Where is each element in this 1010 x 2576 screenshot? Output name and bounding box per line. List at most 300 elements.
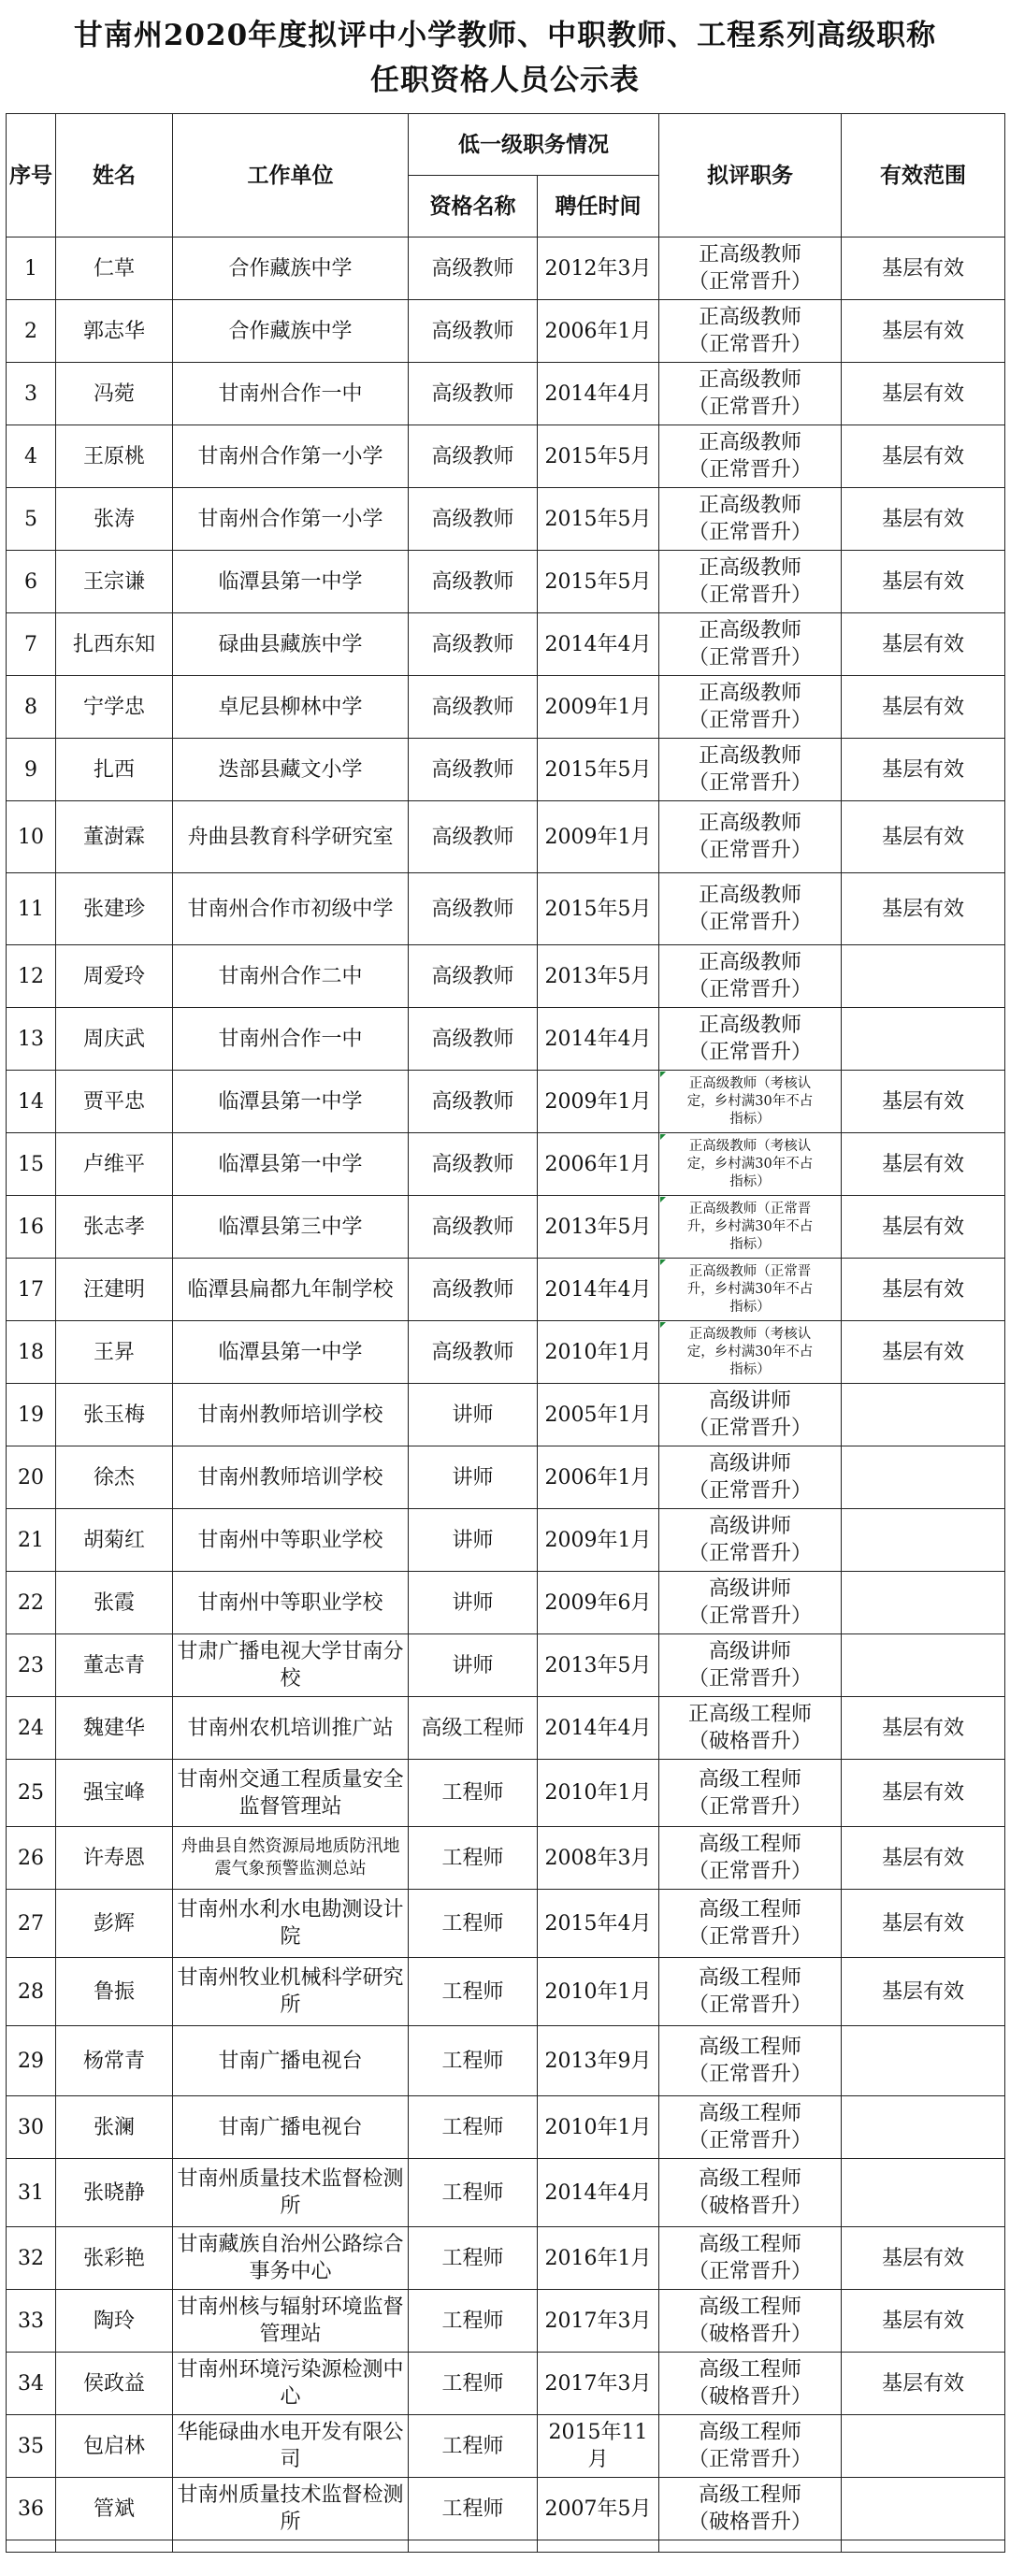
table-row <box>7 488 1005 551</box>
cell-name: 徐杰 <box>56 1446 173 1509</box>
cell-name: 周爱玲 <box>56 945 173 1008</box>
cell-hire-time: 2013年5月 <box>538 1634 659 1697</box>
cell-unit: 迭部县藏文小学 <box>173 739 409 801</box>
position-note-line: 定，乡村满30年不占 <box>686 1156 814 1172</box>
cell-name: 张玉梅 <box>56 1384 173 1446</box>
cell-name: 胡菊红 <box>56 1509 173 1572</box>
cell-qualification: 高级教师 <box>409 425 538 488</box>
header-unit: 工作单位 <box>173 114 409 237</box>
cell-name: 彭辉 <box>56 1890 173 1958</box>
cell-no: 25 <box>7 1760 56 1827</box>
table-row <box>7 2415 1005 2478</box>
cell-name: 侯政益 <box>56 2353 173 2415</box>
position-title: 正高级教师 <box>698 306 801 329</box>
cell-unit: 临潭县第一中学 <box>173 1071 409 1133</box>
cell-hire-time: 2015年11月 <box>538 2415 659 2478</box>
cell-qualification: 高级教师 <box>409 1196 538 1259</box>
cell-no: 2 <box>7 300 56 363</box>
position-type: （正常晋升） <box>687 1479 812 1503</box>
cell-position <box>659 2026 842 2096</box>
table-row <box>7 2026 1005 2096</box>
cell-name: 扎西 <box>56 739 173 801</box>
position-title: 高级工程师 <box>698 2483 801 2507</box>
cell-position <box>659 1697 842 1760</box>
cell-name: 董澍霖 <box>56 801 173 873</box>
cell-scope: 基层有效 <box>842 2290 1005 2353</box>
cell-name: 卢维平 <box>56 1133 173 1196</box>
cell-scope: 基层有效 <box>842 2353 1005 2415</box>
position-type: （破格晋升） <box>687 1730 812 1753</box>
table-row <box>7 739 1005 801</box>
cell-scope: 基层有效 <box>842 1133 1005 1196</box>
cell-position <box>659 551 842 613</box>
table-row <box>7 801 1005 873</box>
cell-hire-time: 2009年1月 <box>538 1071 659 1133</box>
position-note <box>661 1201 839 1254</box>
cell-no: 23 <box>7 1634 56 1697</box>
cell-hire-time: 2015年5月 <box>538 739 659 801</box>
position-note-line: 指标） <box>729 1299 771 1315</box>
cell-unit: 甘南广播电视台 <box>173 2026 409 2096</box>
cell-name: 张晓静 <box>56 2159 173 2227</box>
header-no: 序号 <box>7 114 56 237</box>
cell-unit: 碌曲县藏族中学 <box>173 613 409 676</box>
cell-hire-time: 2014年4月 <box>538 363 659 425</box>
cell-no: 31 <box>7 2159 56 2227</box>
position-type: （正常晋升） <box>687 646 812 669</box>
cell-unit: 合作藏族中学 <box>173 300 409 363</box>
position-type: （正常晋升） <box>687 521 812 544</box>
cell-qualification: 工程师 <box>409 1958 538 2026</box>
cell-position <box>659 2478 842 2540</box>
position-type: （正常晋升） <box>687 1605 812 1628</box>
position-type: （正常晋升） <box>687 2448 812 2471</box>
position-type: （正常晋升） <box>687 2063 812 2086</box>
table-row <box>7 551 1005 613</box>
position-note-line: 指标） <box>729 1236 771 1252</box>
position-type: （正常晋升） <box>687 2129 812 2152</box>
cell-position <box>659 300 842 363</box>
table-row <box>7 2096 1005 2159</box>
table-row <box>7 1196 1005 1259</box>
cell-unit: 甘南州农机培训推广站 <box>173 1697 409 1760</box>
cell-name: 张建珍 <box>56 873 173 945</box>
cell-no: 16 <box>7 1196 56 1259</box>
cell-hire-time: 2013年5月 <box>538 945 659 1008</box>
cell-name: 陶玲 <box>56 2290 173 2353</box>
position-note-line: 正高级教师（正常晋 <box>688 1201 812 1216</box>
table-body <box>7 237 1005 2553</box>
position-type: （破格晋升） <box>687 2385 812 2409</box>
header-scope: 有效范围 <box>842 114 1005 237</box>
position-title: 正高级教师 <box>698 243 801 266</box>
position-note-line: 正高级教师（考核认 <box>688 1138 812 1154</box>
cell-qualification: 工程师 <box>409 2415 538 2478</box>
cell-qualification: 讲师 <box>409 1634 538 1697</box>
table-row <box>7 1827 1005 1890</box>
table-row <box>7 425 1005 488</box>
cell-scope: 基层有效 <box>842 613 1005 676</box>
cell-name: 扎西东知 <box>56 613 173 676</box>
cell-position <box>659 425 842 488</box>
cell-no: 10 <box>7 801 56 873</box>
position-type: （正常晋升） <box>687 978 812 1001</box>
position-title: 正高级教师 <box>698 682 801 705</box>
cell-no: 20 <box>7 1446 56 1509</box>
cell-hire-time: 2010年1月 <box>538 1760 659 1827</box>
table-row <box>7 2290 1005 2353</box>
cell-scope <box>842 2159 1005 2227</box>
cell-unit: 甘南州合作第一小学 <box>173 425 409 488</box>
position-type: （正常晋升） <box>687 458 812 482</box>
cell-unit: 临潭县第一中学 <box>173 1133 409 1196</box>
cell-name: 仁草 <box>56 237 173 300</box>
cell-hire-time: 2010年1月 <box>538 1958 659 2026</box>
cell-unit: 临潭县第一中学 <box>173 551 409 613</box>
position-type: （破格晋升） <box>687 2195 812 2218</box>
cell-qualification: 高级教师 <box>409 488 538 551</box>
cell-unit: 卓尼县柳林中学 <box>173 676 409 739</box>
cell-qualification: 高级教师 <box>409 237 538 300</box>
cell-unit: 甘南州合作第一小学 <box>173 488 409 551</box>
cell-no: 5 <box>7 488 56 551</box>
cell-scope <box>842 1384 1005 1446</box>
cell-position <box>659 488 842 551</box>
cell-no: 34 <box>7 2353 56 2415</box>
cell-hire-time: 2007年5月 <box>538 2478 659 2540</box>
table-row <box>7 1384 1005 1446</box>
cell-name: 管斌 <box>56 2478 173 2540</box>
cell-name: 张霞 <box>56 1572 173 1634</box>
cell-qualification: 讲师 <box>409 1572 538 1634</box>
cell-scope <box>842 1634 1005 1697</box>
cell-no: 28 <box>7 1958 56 2026</box>
cell-hire-time: 2017年3月 <box>538 2353 659 2415</box>
position-note-line: 指标） <box>729 1111 771 1127</box>
position-title: 正高级教师 <box>698 368 801 392</box>
cell-no: 24 <box>7 1697 56 1760</box>
cell-no: 18 <box>7 1321 56 1384</box>
cell-scope: 基层有效 <box>842 1890 1005 1958</box>
cell-unit: 合作藏族中学 <box>173 237 409 300</box>
cell-no: 14 <box>7 1071 56 1133</box>
cell-unit: 甘南藏族自治州公路综合事务中心 <box>173 2227 409 2290</box>
blank-cell <box>56 2540 173 2553</box>
cell-scope: 基层有效 <box>842 676 1005 739</box>
cell-unit: 甘南州交通工程质量安全监督管理站 <box>173 1760 409 1827</box>
cell-hire-time: 2006年1月 <box>538 1446 659 1509</box>
cell-qualification: 高级教师 <box>409 873 538 945</box>
position-type: （正常晋升） <box>687 2260 812 2283</box>
cell-hire-time: 2016年1月 <box>538 2227 659 2290</box>
cell-hire-time: 2015年4月 <box>538 1890 659 1958</box>
position-note-line: 升，乡村满30年不占 <box>686 1218 814 1234</box>
position-title: 正高级教师 <box>698 812 801 835</box>
cell-name: 杨常青 <box>56 2026 173 2096</box>
blank-cell <box>173 2540 409 2553</box>
cell-scope: 基层有效 <box>842 739 1005 801</box>
table-row <box>7 1008 1005 1071</box>
cell-scope <box>842 1509 1005 1572</box>
cell-qualification: 高级教师 <box>409 1133 538 1196</box>
table-header <box>7 114 1005 237</box>
cell-position <box>659 1259 842 1321</box>
table-row <box>7 1259 1005 1321</box>
cell-scope: 基层有效 <box>842 300 1005 363</box>
cell-qualification: 高级教师 <box>409 613 538 676</box>
cell-position <box>659 1890 842 1958</box>
cell-position <box>659 2353 842 2415</box>
cell-position <box>659 2290 842 2353</box>
cell-name: 王宗谦 <box>56 551 173 613</box>
cell-unit: 甘南广播电视台 <box>173 2096 409 2159</box>
cell-no: 11 <box>7 873 56 945</box>
position-type: （正常晋升） <box>687 333 812 356</box>
position-title: 高级工程师 <box>698 2102 801 2125</box>
cell-scope: 基层有效 <box>842 1321 1005 1384</box>
cell-position <box>659 1572 842 1634</box>
position-type: （正常晋升） <box>687 709 812 732</box>
cell-qualification: 高级教师 <box>409 676 538 739</box>
table-row <box>7 945 1005 1008</box>
cell-position <box>659 2096 842 2159</box>
position-type: （破格晋升） <box>687 2323 812 2346</box>
table-row <box>7 1634 1005 1697</box>
header-lower-position-group: 低一级职务情况 <box>409 114 659 176</box>
position-note <box>661 1263 839 1317</box>
cell-qualification: 高级教师 <box>409 945 538 1008</box>
cell-name: 董志青 <box>56 1634 173 1697</box>
cell-hire-time: 2014年4月 <box>538 1008 659 1071</box>
position-title: 高级讲师 <box>708 1389 791 1413</box>
cell-hire-time: 2009年1月 <box>538 1509 659 1572</box>
cell-scope: 基层有效 <box>842 1071 1005 1133</box>
header-hire-time: 聘任时间 <box>538 176 659 237</box>
cell-scope: 基层有效 <box>842 425 1005 488</box>
table-row <box>7 1958 1005 2026</box>
position-type: （正常晋升） <box>687 839 812 862</box>
position-title: 高级工程师 <box>698 2358 801 2382</box>
table-row <box>7 237 1005 300</box>
position-note-line: 指标） <box>729 1173 771 1189</box>
cell-hire-time: 2006年1月 <box>538 300 659 363</box>
cell-position <box>659 1958 842 2026</box>
cell-scope <box>842 2096 1005 2159</box>
cell-position <box>659 1760 842 1827</box>
cell-position <box>659 237 842 300</box>
cell-name: 王昇 <box>56 1321 173 1384</box>
table-row <box>7 1133 1005 1196</box>
position-type: （正常晋升） <box>687 771 812 795</box>
title-line-1: 甘南州2020年度拟评中小学教师、中职教师、工程系列高级职称 <box>73 19 937 52</box>
cell-unit: 甘南州合作一中 <box>173 1008 409 1071</box>
cell-position <box>659 2415 842 2478</box>
position-type: （正常晋升） <box>687 583 812 607</box>
cell-qualification: 工程师 <box>409 2290 538 2353</box>
cell-hire-time: 2013年9月 <box>538 2026 659 2096</box>
position-title: 高级工程师 <box>698 1833 801 1856</box>
cell-scope <box>842 1572 1005 1634</box>
cell-hire-time: 2015年5月 <box>538 425 659 488</box>
cell-scope: 基层有效 <box>842 1760 1005 1827</box>
position-title: 正高级工程师 <box>687 1703 812 1726</box>
cell-position <box>659 801 842 873</box>
cell-name: 周庆武 <box>56 1008 173 1071</box>
blank-cell <box>842 2540 1005 2553</box>
table-row <box>7 2478 1005 2540</box>
cell-hire-time: 2009年6月 <box>538 1572 659 1634</box>
cell-qualification: 工程师 <box>409 1890 538 1958</box>
position-title: 正高级教师 <box>698 951 801 974</box>
position-type: （正常晋升） <box>687 1542 812 1565</box>
cell-scope <box>842 1008 1005 1071</box>
cell-unit: 甘南州质量技术监督检测所 <box>173 2478 409 2540</box>
table-row <box>7 613 1005 676</box>
cell-hire-time: 2014年4月 <box>538 613 659 676</box>
cell-position <box>659 363 842 425</box>
cell-qualification: 讲师 <box>409 1509 538 1572</box>
cell-qualification: 工程师 <box>409 2227 538 2290</box>
cell-unit: 甘南州牧业机械科学研究所 <box>173 1958 409 2026</box>
cell-position <box>659 1008 842 1071</box>
cell-qualification: 工程师 <box>409 2478 538 2540</box>
cell-no: 35 <box>7 2415 56 2478</box>
cell-no: 4 <box>7 425 56 488</box>
cell-hire-time: 2013年5月 <box>538 1196 659 1259</box>
cell-no: 26 <box>7 1827 56 1890</box>
cell-scope: 基层有效 <box>842 2227 1005 2290</box>
cell-position <box>659 1384 842 1446</box>
cell-unit: 甘南州教师培训学校 <box>173 1384 409 1446</box>
cell-hire-time: 2009年1月 <box>538 676 659 739</box>
cell-scope <box>842 2415 1005 2478</box>
cell-no: 8 <box>7 676 56 739</box>
cell-unit: 甘南州环境污染源检测中心 <box>173 2353 409 2415</box>
cell-hire-time: 2010年1月 <box>538 2096 659 2159</box>
cell-hire-time: 2015年5月 <box>538 551 659 613</box>
position-note-line: 定，乡村满30年不占 <box>686 1093 814 1109</box>
cell-hire-time: 2006年1月 <box>538 1133 659 1196</box>
title-line-2: 任职资格人员公示表 <box>370 64 640 97</box>
position-note <box>661 1075 839 1129</box>
cell-scope <box>842 945 1005 1008</box>
table-row <box>7 2227 1005 2290</box>
position-note <box>661 1326 839 1379</box>
table-row <box>7 1071 1005 1133</box>
cell-hire-time: 2015年5月 <box>538 488 659 551</box>
cell-hire-time: 2005年1月 <box>538 1384 659 1446</box>
cell-unit: 甘南州合作市初级中学 <box>173 873 409 945</box>
cell-unit: 临潭县第三中学 <box>173 1196 409 1259</box>
cell-no: 3 <box>7 363 56 425</box>
cell-name: 汪建明 <box>56 1259 173 1321</box>
cell-position <box>659 613 842 676</box>
cell-qualification: 工程师 <box>409 1760 538 1827</box>
cell-position <box>659 1827 842 1890</box>
cell-qualification: 高级教师 <box>409 1071 538 1133</box>
cell-no: 27 <box>7 1890 56 1958</box>
cell-scope: 基层有效 <box>842 801 1005 873</box>
position-title: 正高级教师 <box>698 431 801 454</box>
position-title: 高级工程师 <box>698 2167 801 2191</box>
table-row <box>7 1760 1005 1827</box>
table-row <box>7 1321 1005 1384</box>
cell-scope: 基层有效 <box>842 1259 1005 1321</box>
cell-scope <box>842 1446 1005 1509</box>
position-title: 正高级教师 <box>698 619 801 642</box>
cell-position <box>659 2159 842 2227</box>
position-title: 高级工程师 <box>698 2421 801 2444</box>
position-type: （正常晋升） <box>687 1794 812 1819</box>
cell-hire-time: 2017年3月 <box>538 2290 659 2353</box>
position-title: 高级工程师 <box>698 2036 801 2059</box>
blank-cell <box>7 2540 56 2553</box>
cell-position <box>659 1321 842 1384</box>
cell-position <box>659 945 842 1008</box>
cell-name: 郭志华 <box>56 300 173 363</box>
cell-position <box>659 739 842 801</box>
cell-qualification: 工程师 <box>409 2026 538 2096</box>
cell-name: 魏建华 <box>56 1697 173 1760</box>
blank-row <box>7 2540 1005 2553</box>
table-row <box>7 2159 1005 2227</box>
position-type: （正常晋升） <box>687 1993 812 2017</box>
cell-scope: 基层有效 <box>842 363 1005 425</box>
cell-unit: 甘南州核与辐射环境监督管理站 <box>173 2290 409 2353</box>
cell-scope: 基层有效 <box>842 1196 1005 1259</box>
cell-qualification: 讲师 <box>409 1384 538 1446</box>
position-type: （正常晋升） <box>687 911 812 934</box>
position-title: 高级讲师 <box>708 1515 791 1538</box>
cell-no: 6 <box>7 551 56 613</box>
position-type: （正常晋升） <box>687 1667 812 1691</box>
cell-scope: 基层有效 <box>842 237 1005 300</box>
cell-scope <box>842 2478 1005 2540</box>
table-row <box>7 2353 1005 2415</box>
cell-hire-time: 2010年1月 <box>538 1321 659 1384</box>
cell-unit: 甘南州教师培训学校 <box>173 1446 409 1509</box>
cell-no: 21 <box>7 1509 56 1572</box>
cell-qualification: 高级教师 <box>409 1321 538 1384</box>
position-title: 正高级教师 <box>698 494 801 517</box>
cell-position <box>659 1634 842 1697</box>
position-title: 高级讲师 <box>708 1452 791 1475</box>
cell-hire-time: 2014年4月 <box>538 2159 659 2227</box>
table-row <box>7 873 1005 945</box>
cell-position <box>659 1071 842 1133</box>
cell-hire-time: 2014年4月 <box>538 1697 659 1760</box>
position-type: （正常晋升） <box>687 396 812 419</box>
cell-qualification: 工程师 <box>409 2159 538 2227</box>
cell-scope <box>842 2026 1005 2096</box>
cell-no: 30 <box>7 2096 56 2159</box>
cell-name: 张志孝 <box>56 1196 173 1259</box>
cell-qualification: 高级工程师 <box>409 1697 538 1760</box>
cell-hire-time: 2012年3月 <box>538 237 659 300</box>
position-type: （正常晋升） <box>687 1041 812 1064</box>
position-note-line: 定，乡村满30年不占 <box>686 1344 814 1360</box>
cell-position <box>659 873 842 945</box>
cell-qualification: 工程师 <box>409 2353 538 2415</box>
cell-scope: 基层有效 <box>842 1958 1005 2026</box>
cell-hire-time: 2015年5月 <box>538 873 659 945</box>
cell-qualification: 讲师 <box>409 1446 538 1509</box>
cell-qualification: 高级教师 <box>409 801 538 873</box>
cell-qualification: 高级教师 <box>409 739 538 801</box>
position-title: 高级讲师 <box>708 1640 791 1663</box>
position-title: 正高级教师 <box>698 884 801 907</box>
cell-position <box>659 1446 842 1509</box>
